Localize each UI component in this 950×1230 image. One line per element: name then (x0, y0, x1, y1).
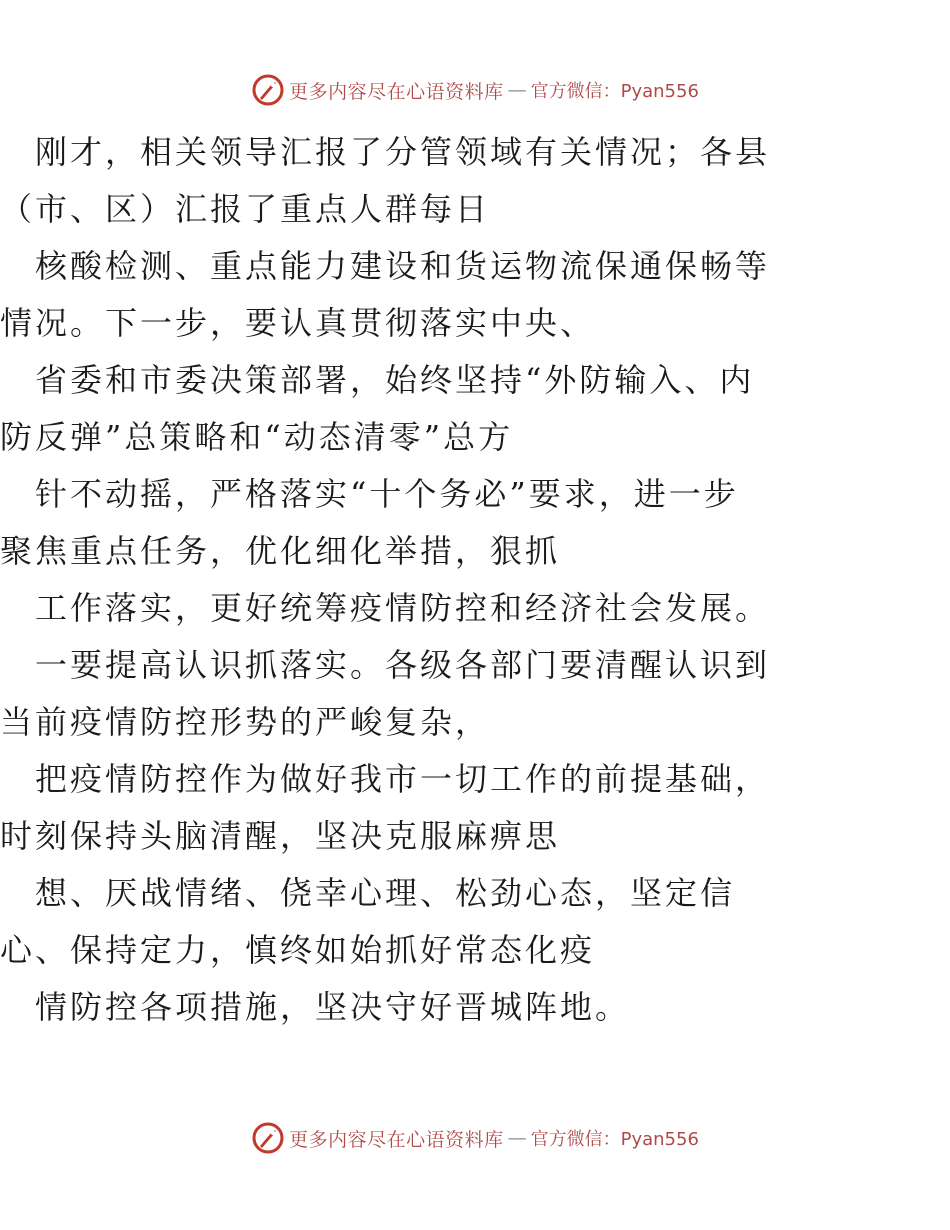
header-banner-wechat: 官方微信：Pyan556 (530, 81, 699, 102)
body-line: 时刻保持头脑清醒，坚决克服麻痹思 (0, 817, 561, 855)
body-line: 想、厌战情绪、侥幸心理、松劲心态，坚定信 (0, 874, 736, 912)
header-banner-separator: — (507, 79, 527, 101)
body-line: 情况。下一步，要认真贯彻落实中央、 (0, 304, 596, 342)
body-line: 情防控各项措施，坚决守好晋城阵地。 (0, 988, 631, 1026)
header-banner (0, 70, 950, 110)
footer-banner (0, 1118, 950, 1158)
body-line: （市、区）汇报了重点人群每日 (0, 190, 491, 228)
footer-banner-text: 更多内容尽在心语资料库 (289, 1128, 504, 1151)
body-line: 把疫情防控作为做好我市一切工作的前提基础， (0, 760, 771, 798)
body-line: 省委和市委决策部署，始终坚持“外防输入、内 (0, 361, 755, 399)
body-line: 核酸检测、重点能力建设和货运物流保通保畅等 (0, 247, 771, 285)
body-line: 聚焦重点任务，优化细化举措，狠抓 (0, 532, 561, 570)
header-banner-text: 更多内容尽在心语资料库 (289, 80, 504, 103)
pen-nib-logo-icon (251, 73, 285, 107)
body-line: 针不动摇，严格落实“十个务必”要求，进一步 (0, 475, 739, 513)
body-line: 心、保持定力，慎终如始抓好常态化疫 (0, 931, 596, 969)
body-line: 工作落实，更好统筹疫情防控和经济社会发展。 (0, 589, 771, 627)
footer-banner-wechat: 官方微信：Pyan556 (530, 1129, 699, 1150)
footer-banner-separator: — (507, 1127, 527, 1149)
body-line: 当前疫情防控形势的严峻复杂， (0, 703, 491, 741)
header-banner-content (251, 73, 699, 107)
body-line: 防反弹”总策略和“动态清零”总方 (0, 418, 514, 456)
body-line: 一要提高认识抓落实。各级各部门要清醒认识到 (0, 646, 771, 684)
body-line: 刚才，相关领导汇报了分管领域有关情况；各县 (0, 133, 771, 171)
pen-nib-logo-icon (251, 1121, 285, 1155)
footer-banner-content (251, 1121, 699, 1155)
